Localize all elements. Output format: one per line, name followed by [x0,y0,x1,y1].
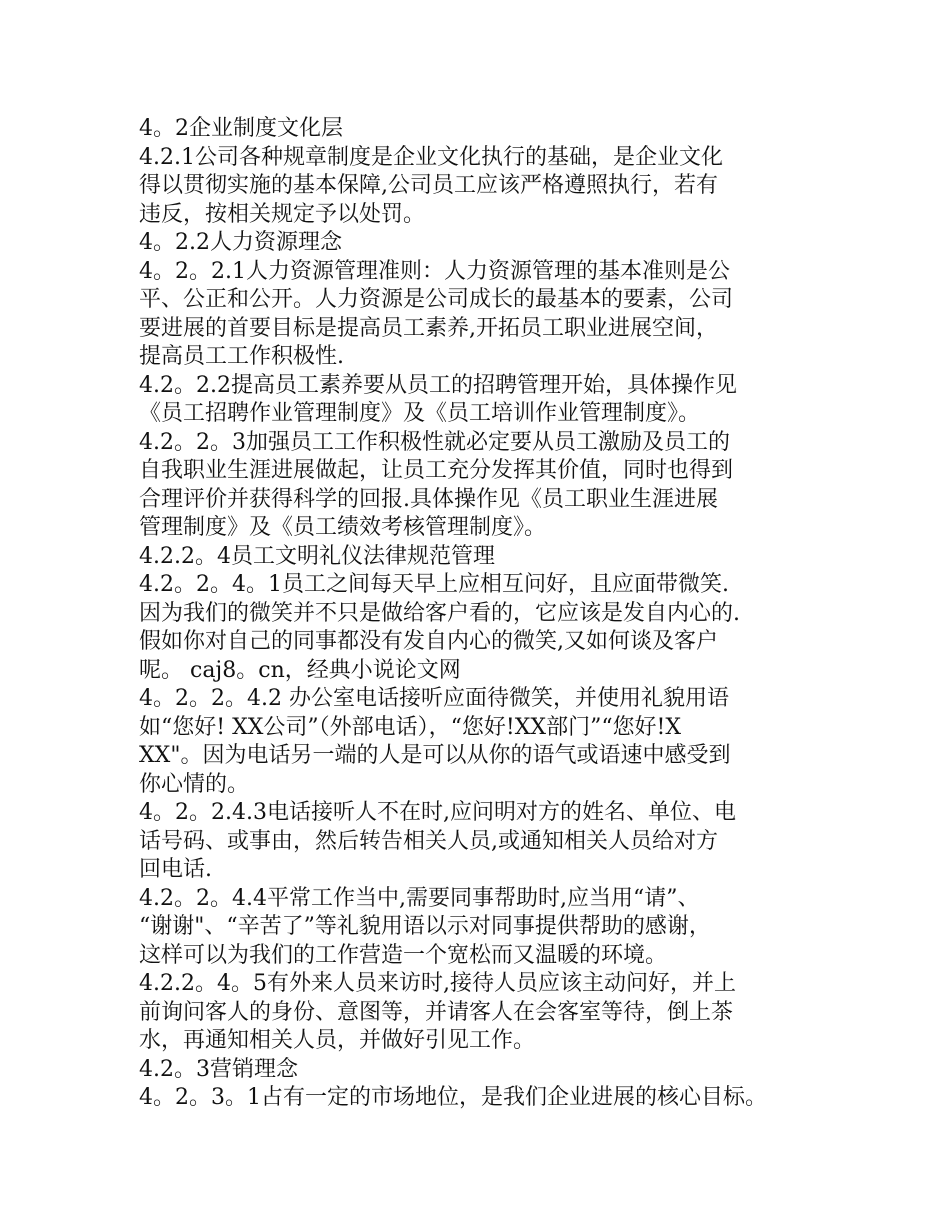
text-line: 4.2.2。4。5有外来人员来访时,接待人员应该主动问好，并上 [139,971,736,996]
text-line: 违反，按相关规定予以处罚。 [139,201,426,227]
text-line: 自我职业生涯进展做起，让员工充分发挥其价值，同时也得到 [139,458,734,483]
text-line: 4。2。3。1占有一定的市场地位，是我们企业进展的核心目标。 [139,1085,767,1110]
text-line: 4.2。2.2提高员工素养要从员工的招聘管理开始，具体操作见 [139,372,737,398]
text-line: 要进展的首要目标是提高员工素养,开拓员工职业进展空间， [139,315,718,341]
text-line: “谢谢"、“辛苦了”等礼貌用语以示对同事提供帮助的感谢， [139,914,711,939]
text-line: 4.2。2。4.4平常工作当中,需要同事帮助时,应当用“请”、 [139,885,700,911]
text-line: 得以贯彻实施的基本保障,公司员工应该严格遵照执行，若有 [139,173,718,198]
text-line: 水，再通知相关人员，并做好引见工作。 [139,1028,536,1053]
text-line: 话号码、或事由，然后转告相关人员,或通知相关人员给对方 [139,828,718,854]
document-body [139,115,839,1113]
text-line: XX"。因为电话另一端的人是可以从你的语气或语速中感受到 [139,743,731,768]
text-line: 4。2。2.4.3电话接听人不在时,应问明对方的姓名、单位、电 [139,800,736,825]
text-line: 合理评价并获得科学的回报.具体操作见《员工职业生涯进展 [139,486,718,512]
text-line: 4.2。3营销理念 [139,1056,298,1082]
text-line: 4.2.1公司各种规章制度是企业文化执行的基础，是企业文化 [139,144,723,170]
text-line: 4。2企业制度文化层 [139,116,343,141]
text-line: 前询问客人的身份、意图等，并请客人在会客室等待，倒上茶 [139,999,734,1025]
text-line: 4.2.2。4员工文明礼仪法律规范管理 [139,543,495,569]
text-line: 平、公正和公开。人力资源是公司成长的最基本的要素，公司 [139,287,734,312]
text-line: 管理制度》及《员工绩效考核管理制度》。 [139,515,547,540]
text-line: 回电话. [139,857,212,882]
text-line: 你心情的。 [139,771,250,797]
text-line: 4。2。2.1人力资源管理准则：人力资源管理的基本准则是公 [139,258,730,284]
text-line: 如“您好! XX公司”（外部电话），“您好!XX部门”“您好!X [139,714,682,740]
text-line: 4。2.2人力资源理念 [139,230,342,255]
text-line: 《员工招聘作业管理制度》及《员工培训作业管理制度》。 [139,401,701,426]
text-line: 因为我们的微笑并不只是做给客户看的，它应该是发自内心的. [139,600,740,626]
text-line: 呢。 caj8。cn，经典小说论文网 [139,657,461,683]
text-line: 4。2。2。4.2 办公室电话接听应面待微笑，并使用礼貌用语 [139,686,729,711]
text-line: 提高员工工作积极性. [139,344,344,369]
text-line: 假如你对自己的同事都没有发自内心的微笑,又如何谈及客户 [139,629,718,654]
text-line: 这样可以为我们的工作营造一个宽松而又温暖的环境。 [139,942,668,968]
text-line: 4.2。2。4。1员工之间每天早上应相互问好，且应面带微笑. [139,572,729,597]
text-line: 4.2。2。3加强员工工作积极性就必定要从员工激励及员工的 [139,429,730,455]
